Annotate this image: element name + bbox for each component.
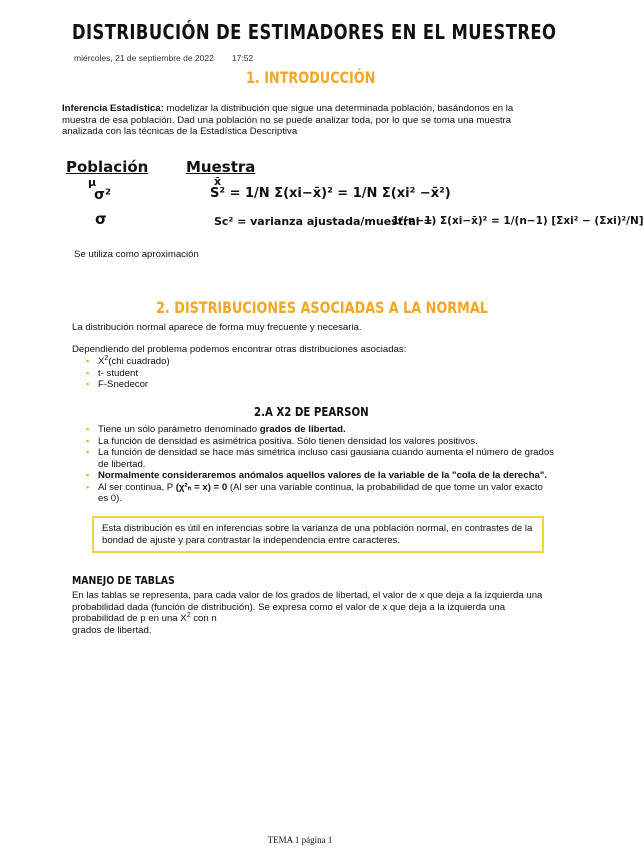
tables-paragraph: En las tablas se representa, para cada valor de los grados de libertad, el valor de x que deja a la izquierda una probabilidad dada (función de distribución). Se expresa como el valor de x que deja a la izquierda una probabilidad de p en una $X^2$ con n grados de libertad. [72, 590, 543, 636]
handwritten-xbar: x̄ [214, 175, 222, 188]
page-title: DISTRIBUCIÓN DE ESTIMADORES EN EL MUESTREO [72, 20, 557, 44]
pearson-properties-list [84, 424, 554, 505]
list-item: ▪ Normalmente consideraremos anómalos aquellos valores de la variable de la "cola de la derecha". [84, 470, 554, 482]
handwritten-poblacion: Población [66, 158, 149, 176]
handwritten-sigma: σ [95, 210, 107, 228]
list-item: ▪ t- student [84, 368, 170, 380]
page-footer: TEMA 1 página 1 [267, 835, 333, 845]
list-item: ▪ Tiene un sólo parámetro denominado grados de libertad. [84, 424, 554, 436]
handwritten-muestra: Muestra [186, 158, 256, 176]
handwritten-sc2-rhs: 1/(n−1) Σ(xi−x̄)² = 1/(n−1) [Σxi² − (Σxi)²/N] [392, 215, 644, 227]
time: 17:52 [231, 53, 254, 63]
normal-paragraph: La distribución normal aparece de forma muy frecuente y necesaria. [72, 322, 362, 333]
intro-paragraph [62, 103, 540, 138]
handwritten-s2-formula: S² = 1/N Σ(xi−x̄)² = 1/N Σ(xi² −x̄²) [210, 186, 451, 201]
section-2a-heading: 2.A X2 DE PEARSON [254, 405, 369, 419]
handwritten-sigma2: σ² [94, 187, 112, 203]
associated-paragraph: Dependiendo del problema podemos encontrar otras distribuciones asociadas: [72, 344, 407, 355]
list-item: ▪ La función de densidad se hace más simétrica incluso casi gausiana cuando aumenta el número de grados de libertad. [84, 447, 554, 470]
date: miércoles, 21 de septiembre de 2022 [74, 53, 214, 63]
intro-text: modelizar la distribución que sigue una determinada población, basándonos en la muestra de esa población. Dad una población no se puede analizar toda, por lo que se toma una muestra analizada con las técnicas de la Estadística Descriptiva [62, 103, 514, 137]
distribution-list [84, 356, 170, 391]
list-item: ▪ F-Snedecor [84, 379, 170, 391]
list-item: ▪ Al ser continua, P (χ²ₙ = x) = 0 (Al ser una variable continua, la probabilidad de que tome un valor exacto es 0). [84, 482, 554, 505]
timestamp [74, 53, 253, 63]
list-item: ▪ La función de densidad es asimétrica positiva. Sólo tienen densidad los valores positivos. [84, 436, 554, 448]
section-1-heading: 1. INTRODUCCIÓN [246, 68, 376, 87]
highlight-box: Esta distribución es útil en inferencias sobre la varianza de una población normal, en contrastes de la bondad de ajuste y para contrastar la independencia entre caracteres. [92, 516, 544, 553]
intro-term: Inferencia Estadística: [62, 103, 164, 114]
handwritten-sc2-lhs: Sc² = varianza ajustada/muestral = [214, 215, 433, 228]
tables-heading: MANEJO DE TABLAS [72, 574, 175, 587]
list-item: ▪ $X^2(chi$ cuadrado) [84, 356, 170, 368]
section-2-heading: 2. DISTRIBUCIONES ASOCIADAS A LA NORMAL [156, 298, 488, 317]
approximation-note: Se utiliza como aproximación [74, 249, 199, 260]
handwritten-mu: μ [88, 176, 97, 189]
